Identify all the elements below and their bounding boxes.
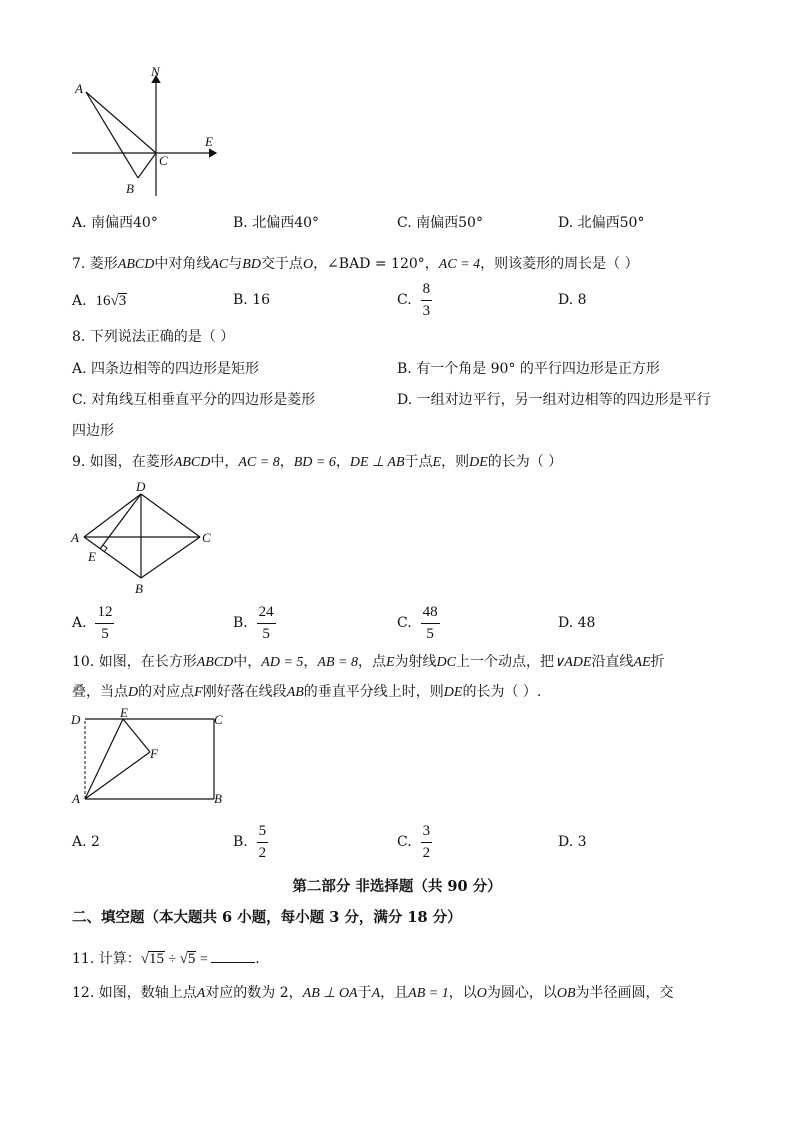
q11-stem: 11. 计算：√15 ÷ √5 = . (72, 948, 260, 967)
label-n: N (151, 64, 160, 79)
q7-option-c: C. $\frac{8}{3}$ (397, 281, 431, 319)
q7-stem: 7. 菱形ABCD中对角线AC与BD交于点O，∠BAD = 120°，AC = 4，则该菱形的周长是（ ） (72, 256, 639, 272)
q8-stem: 8. 下列说法正确的是（ ） (72, 329, 235, 345)
q9-stem: 9. 如图，在菱形ABCD中，AC = 8，BD = 6，DE ⊥ AB于点E，则DE的长为（ ） (72, 454, 563, 470)
q10-option-a: A. 2 (72, 834, 100, 850)
q7-option-d: D. 8 (558, 292, 587, 308)
q9-option-a: A. $\frac{12}{5}$ (72, 604, 113, 642)
label-e: E (88, 549, 96, 564)
q12-stem: 12. 如图，数轴上点A对应的数为 2，AB ⊥ OA于A，且AB = 1，以O为圆心，以OB为半径画圆，交 (72, 985, 674, 1001)
q8-option-d: D. 一组对边平行，另一组对边相等的四边形是平行 (397, 392, 711, 408)
q6-option-b: B. 北偏西40° (233, 215, 320, 231)
label-c: C (214, 712, 223, 727)
segment-ab (86, 92, 138, 178)
q9-option-d: D. 48 (558, 615, 596, 631)
label-c: C (159, 153, 168, 168)
label-a: A (72, 791, 80, 806)
q8-option-c: C. 对角线互相垂直平分的四边形是菱形 (72, 392, 316, 408)
q8-option-d-cont: 四边形 (72, 423, 114, 439)
q7-option-a: A. 16√3 (72, 293, 127, 309)
compass-figure (66, 62, 226, 198)
q6-option-c: C. 南偏西50° (397, 215, 483, 231)
q10-stem-line1: 10. 如图，在长方形ABCD中，AD = 5，AB = 8，点E为射线DC上一个动点，把∨ADE沿直线AE折 (72, 654, 665, 670)
label-c: C (202, 530, 211, 545)
label-b: B (135, 581, 143, 596)
q10-option-b: B. $\frac{5}{2}$ (233, 823, 267, 861)
label-d: D (71, 712, 81, 727)
q6-option-a: A. 南偏西40° (72, 215, 158, 231)
q8-option-a: A. 四条边相等的四边形是矩形 (72, 361, 260, 377)
q6-option-d: D. 北偏西50° (558, 215, 645, 231)
part2-title: 第二部分 非选择题（共 90 分） (292, 878, 502, 895)
q9-option-b: B. $\frac{24}{5}$ (233, 604, 274, 642)
q7-option-b: B. 16 (233, 292, 271, 308)
segment-bc (138, 153, 156, 178)
label-e: E (120, 706, 128, 720)
label-d: D (136, 479, 146, 494)
section2-title: 二、填空题（本大题共 6 小题，每小题 3 分，满分 18 分） (72, 909, 462, 926)
q9-option-c: C. $\frac{48}{5}$ (397, 604, 438, 642)
label-f: F (150, 746, 158, 761)
q10-option-c: C. $\frac{3}{2}$ (397, 823, 431, 861)
label-b: B (126, 181, 134, 196)
rhombus-figure (66, 477, 226, 597)
label-e: E (205, 134, 213, 149)
q8-option-b: B. 有一个角是 90° 的平行四边形是正方形 (397, 361, 660, 377)
label-b: B (214, 791, 222, 806)
segment-ac (86, 92, 156, 153)
q11-answer-blank[interactable] (211, 948, 255, 963)
q10-stem-line2: 叠，当点D的对应点F刚好落在线段AB的垂直平分线上时，则DE的长为（ ）. (72, 684, 542, 700)
q10-option-d: D. 3 (558, 834, 587, 850)
label-a: A (71, 530, 79, 545)
rectangle-figure (66, 706, 236, 810)
label-a: A (75, 81, 83, 96)
